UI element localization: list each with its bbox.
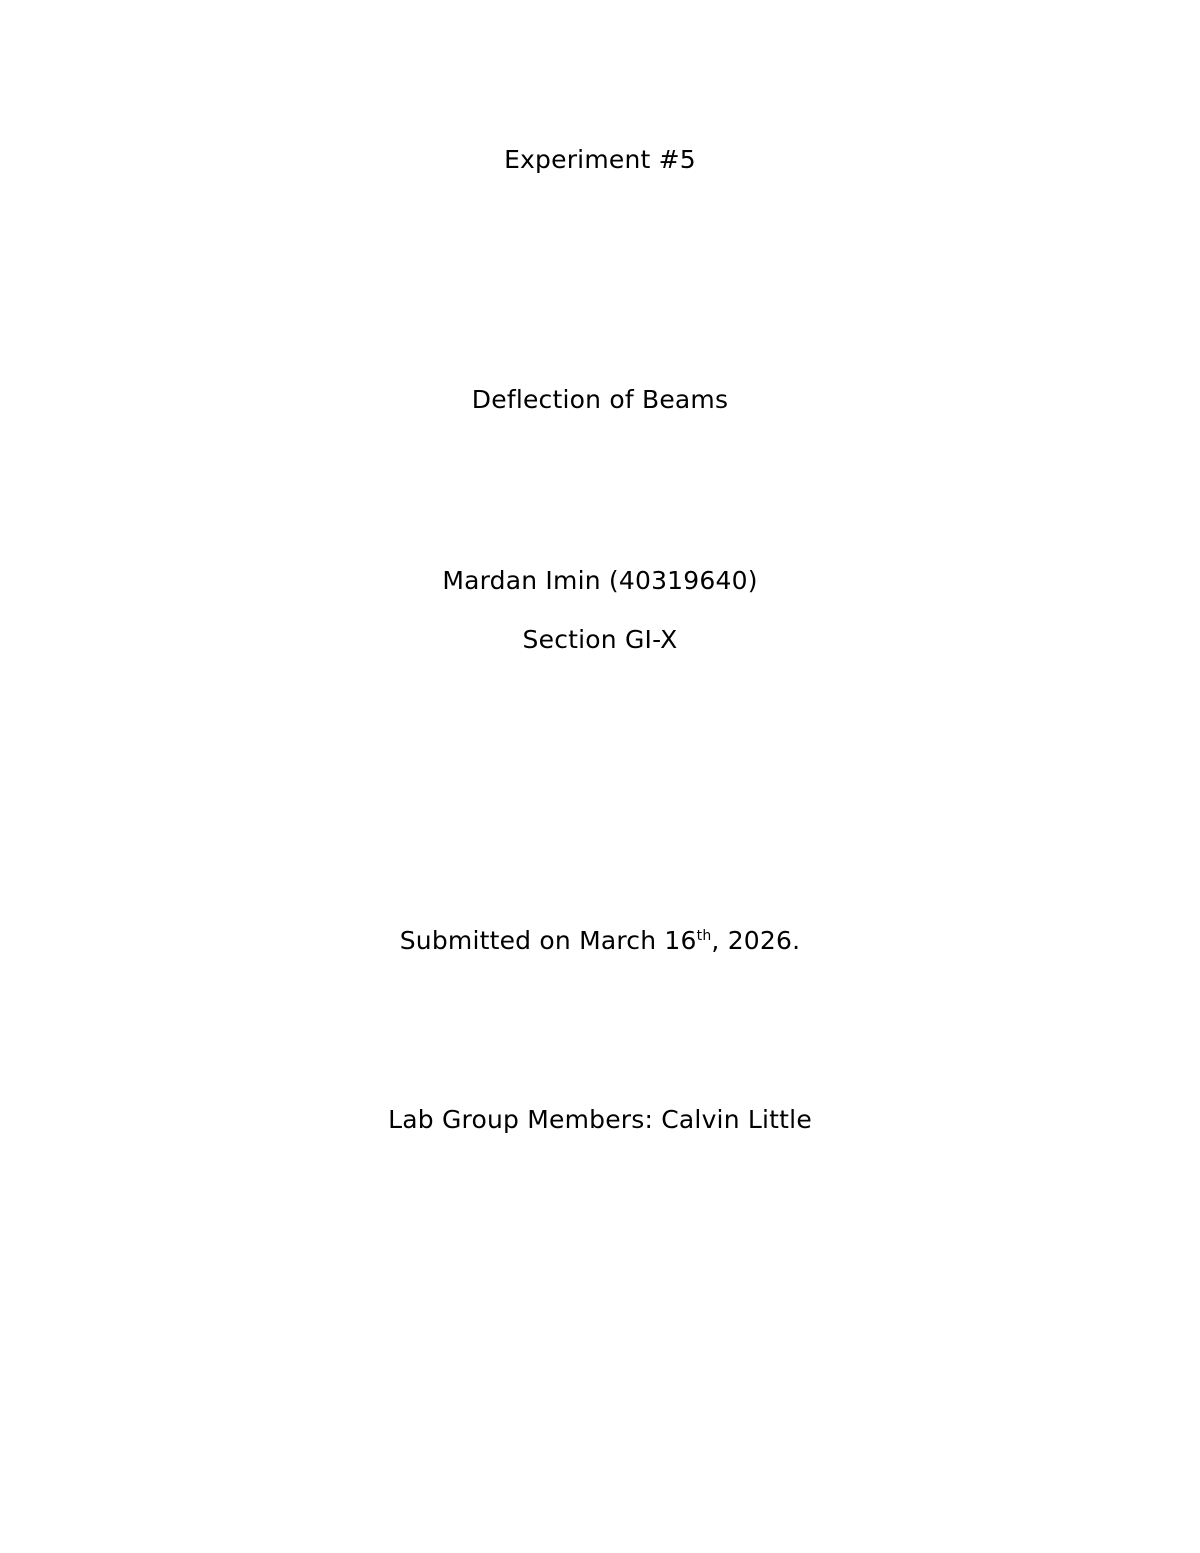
- submission-date-prefix: Submitted on March 16: [399, 926, 697, 955]
- lab-group-members: Lab Group Members: Calvin Little: [388, 1105, 812, 1134]
- ordinal-suffix: th: [696, 928, 712, 944]
- submission-date-rest: , 2026.: [711, 926, 801, 955]
- report-title: Deflection of Beams: [471, 385, 729, 414]
- submission-date: [0, 925, 1200, 957]
- experiment-number: Experiment #5: [504, 145, 696, 174]
- author-name: Mardan Imin (40319640): [442, 566, 758, 595]
- section-label: Section GI-X: [522, 625, 678, 654]
